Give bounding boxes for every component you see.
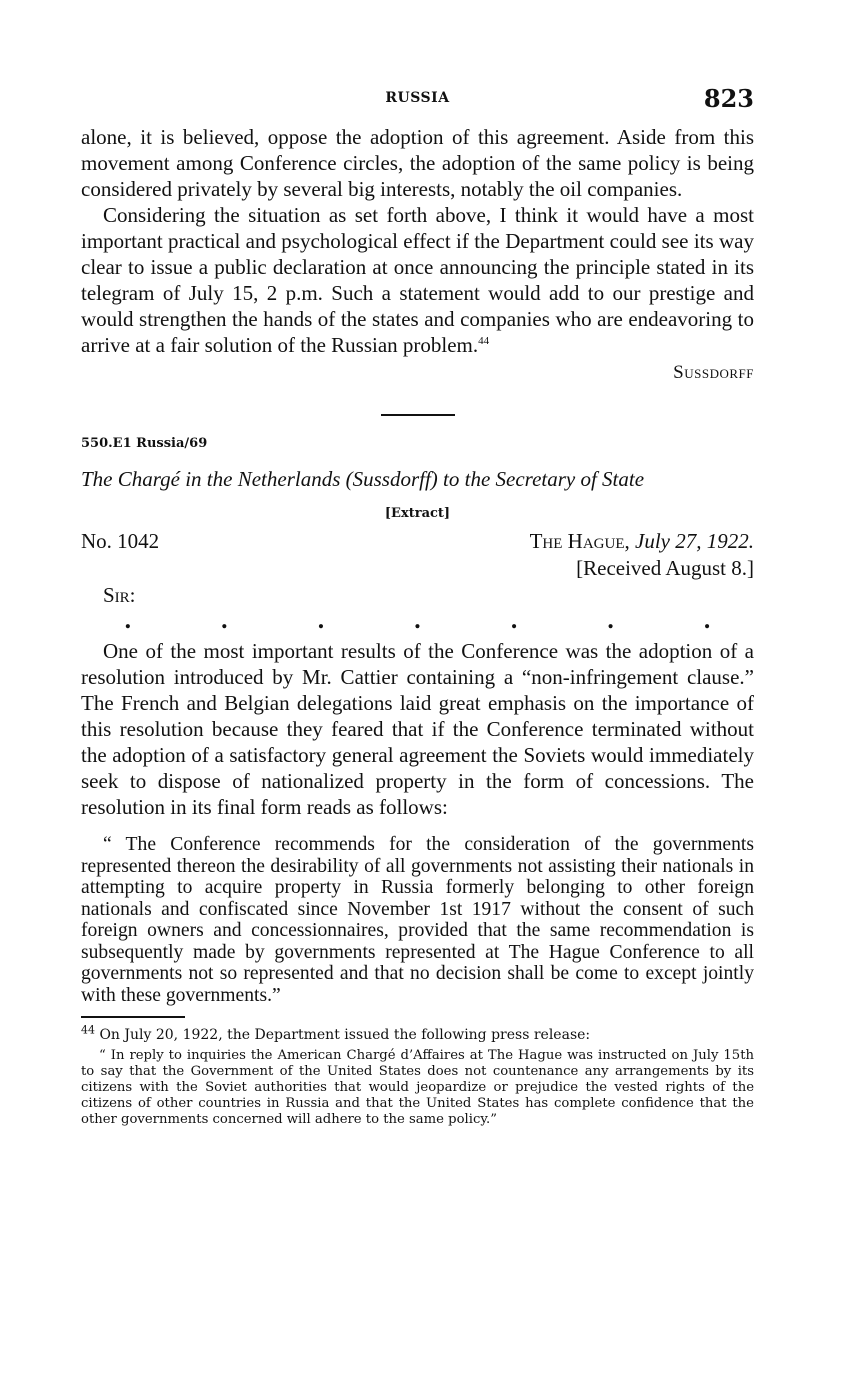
omission-ellipsis	[81, 610, 754, 632]
extract-label: [Extract]	[384, 506, 451, 521]
ellipsis-dot: .	[703, 608, 711, 634]
ellipsis-dot: .	[510, 608, 518, 634]
footnote-text: On July 20, 1922, the Department issued the following press release:	[99, 1027, 591, 1043]
resolution-quote: “ The Conference recommends for the consideration of the governments represented thereon the desirability of all governments not assisting their nationals in attempting to acquire property in Russia formerly belonging to other foreign nationals and confiscated since November 1st 1917 without the consent of such foreign owners and concessionnaires, provided that the same recommendation is subsequently made by governments represented at The Hague Conference to all governments not so represented and that no decision shall be come to except jointly with these governments.”	[81, 834, 754, 1006]
paragraph-recommendation-text: Considering the situation as set forth above, I think it would have a most important practical and psychological effect if the Department could see its way clear to issue a public declaration at once announcing the principle stated in its telegram of July 15, 2 p.m. Such a statement would add to our prestige and would strengthen the hands of the states and companies who are endeavoring to arrive at a fair solution of the Russian problem.	[81, 203, 754, 357]
section-divider	[381, 414, 455, 416]
ellipsis-dot: .	[606, 608, 615, 634]
footnote-quote: “ In reply to inquiries the American Chargé d’Affaires at The Hague was instructed on July 15th to say that the Government of the United States does not countenance any arrangements by its citizens with the Soviet authorities that would jeopardize or prejudice the vested rights of the citizens of other countries in Russia and that the United States has complete confidence that the other governments concerned will adhere to the same policy.”	[81, 1048, 754, 1127]
running-title: RUSSIA	[385, 90, 450, 106]
file-number: 550.E1 Russia/69	[81, 436, 208, 451]
paragraph-recommendation	[81, 202, 754, 358]
footnote-marker: 44	[81, 1023, 95, 1037]
salutation: Sir:	[103, 583, 136, 607]
place: The Hague,	[529, 529, 630, 553]
footnote	[81, 1023, 754, 1044]
footnote-reference: 44	[478, 335, 490, 347]
ellipsis-dot: .	[317, 608, 325, 634]
place-date	[530, 529, 754, 554]
dateline	[81, 529, 754, 555]
ellipsis-dot: .	[413, 608, 422, 634]
page-number: 823	[703, 84, 754, 113]
paragraph-continued: alone, it is believed, oppose the adoption of this agreement. Aside from this movement among Conference circles, the adoption of the same policy is being considered privately by several big interests, notably the oil companies.	[81, 125, 754, 201]
paragraph-resolution-intro: One of the most important results of the Conference was the adoption of a resolution introduced by Mr. Cattier containing a “non-infringement clause.” The French and Belgian delegations laid great emphasis on the importance of this resolution because they feared that if the Conference terminated without the adoption of a satisfactory general agreement the Soviets would immediately seek to dispose of nationalized property in the form of concessions. The resolution in its final form reads as follows:	[81, 639, 754, 819]
ellipsis-dot: .	[220, 608, 229, 634]
running-head	[81, 84, 754, 124]
received-note: [Received August 8.]	[576, 556, 754, 580]
signature: Sussdorff	[673, 362, 754, 383]
ellipsis-dot: .	[124, 608, 132, 634]
document-heading: The Chargé in the Netherlands (Sussdorff) to the Secretary of State	[81, 467, 645, 491]
page-content	[81, 84, 754, 1128]
document-number: No. 1042	[81, 529, 160, 553]
date: July 27, 1922.	[635, 529, 754, 553]
footnote-divider	[81, 1016, 185, 1018]
